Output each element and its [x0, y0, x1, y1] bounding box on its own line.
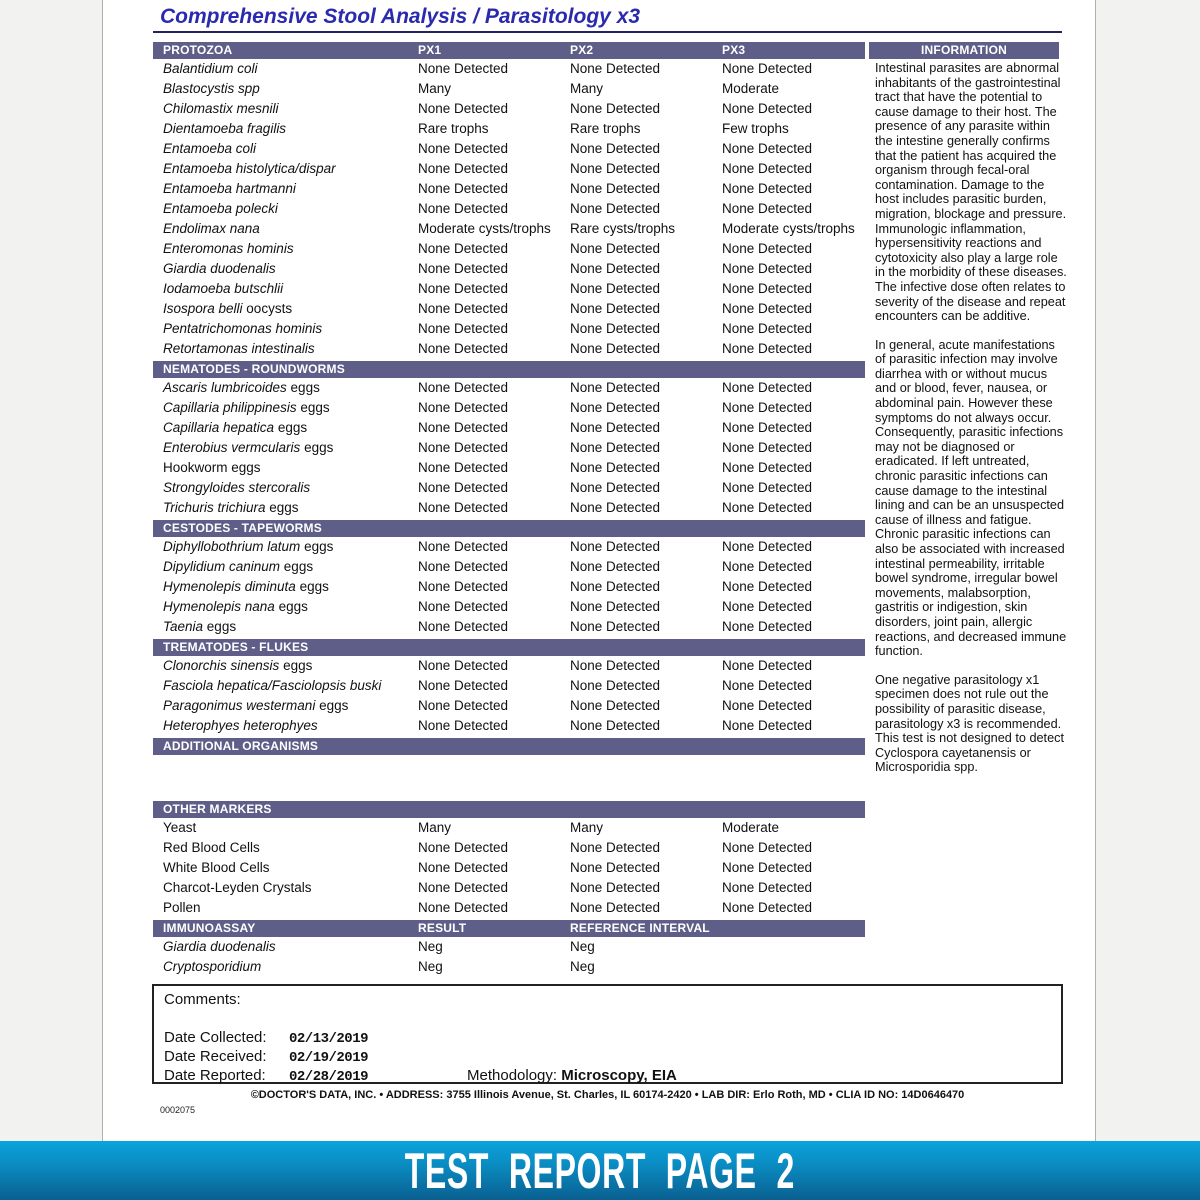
- result-value: None Detected: [722, 241, 813, 256]
- result-value: None Detected: [722, 579, 813, 594]
- result-value: None Detected: [722, 281, 813, 296]
- result-value: None Detected: [570, 440, 661, 455]
- result-value: None Detected: [722, 718, 813, 733]
- section-header-additional-organisms: [153, 738, 865, 755]
- table-row: [153, 838, 865, 858]
- result-value: None Detected: [722, 619, 813, 634]
- result-value: Moderate cysts/trophs: [418, 221, 551, 236]
- result-value: None Detected: [570, 61, 661, 76]
- organism-name: Charcot-Leyden Crystals: [163, 880, 312, 895]
- result-value: None Detected: [570, 281, 661, 296]
- result-value: None Detected: [570, 181, 661, 196]
- banner-text: TEST REPORT PAGE 2: [404, 1142, 796, 1199]
- result-value: None Detected: [570, 261, 661, 276]
- section-header-trematodes-flukes: [153, 639, 865, 656]
- organism-name: Pollen: [163, 900, 201, 915]
- result-value: None Detected: [418, 500, 509, 515]
- information-panel: [875, 61, 1067, 789]
- table-row: [153, 937, 865, 957]
- organism-name: Entamoeba hartmanni: [163, 181, 296, 196]
- table-row: [153, 458, 865, 478]
- result-value: None Detected: [570, 840, 661, 855]
- section-header-protozoa: [153, 42, 865, 59]
- result-value: None Detected: [570, 579, 661, 594]
- organism-name: Balantidium coli: [163, 61, 258, 76]
- result-value: Rare trophs: [418, 121, 489, 136]
- organism-name: Hymenolepis diminuta eggs: [163, 579, 329, 594]
- table-row: [153, 858, 865, 878]
- result-value: None Detected: [570, 698, 661, 713]
- table-row: [153, 498, 865, 518]
- result-value: None Detected: [722, 101, 813, 116]
- result-value: Many: [418, 820, 452, 835]
- section-title: IMMUNOASSAY: [163, 921, 256, 935]
- section-title: ADDITIONAL ORGANISMS: [163, 739, 319, 753]
- result-value: None Detected: [418, 261, 509, 276]
- result-value: None Detected: [722, 161, 813, 176]
- result-value: None Detected: [722, 400, 813, 415]
- result-value: None Detected: [570, 718, 661, 733]
- section-header-immunoassay: [153, 920, 865, 937]
- section-header-other-markers: [153, 801, 865, 818]
- result-value: None Detected: [570, 539, 661, 554]
- table-row: [153, 99, 865, 119]
- result-value: None Detected: [570, 599, 661, 614]
- result-value: None Detected: [570, 460, 661, 475]
- date-received-line: [164, 1047, 368, 1066]
- result-value: None Detected: [570, 321, 661, 336]
- result-value: Moderate cysts/trophs: [722, 221, 855, 236]
- result-value: None Detected: [570, 619, 661, 634]
- result-value: Many: [418, 81, 452, 96]
- organism-name: Fasciola hepatica/Fasciolopsis buski: [163, 678, 382, 693]
- methodology-value: Microscopy, EIA: [561, 1067, 677, 1084]
- table-row: [153, 299, 865, 319]
- result-value: None Detected: [570, 420, 661, 435]
- organism-name: Hookworm eggs: [163, 460, 261, 475]
- result-value: None Detected: [722, 599, 813, 614]
- result-value: None Detected: [570, 101, 661, 116]
- result-value: None Detected: [570, 341, 661, 356]
- result-value: None Detected: [570, 500, 661, 515]
- result-value: None Detected: [722, 880, 813, 895]
- result-value: None Detected: [570, 301, 661, 316]
- result-value: None Detected: [570, 559, 661, 574]
- result-value: None Detected: [722, 61, 813, 76]
- result-value: None Detected: [418, 480, 509, 495]
- column-header: PX2: [570, 43, 594, 57]
- result-value: None Detected: [722, 341, 813, 356]
- result-value: Many: [570, 81, 604, 96]
- organism-name: Blastocystis spp: [163, 81, 260, 96]
- organism-name: Taenia eggs: [163, 619, 237, 634]
- table-row: [153, 219, 865, 239]
- result-value: None Detected: [722, 201, 813, 216]
- table-row: [153, 159, 865, 179]
- result-value: None Detected: [418, 698, 509, 713]
- table-row: [153, 537, 865, 557]
- result-value: None Detected: [418, 460, 509, 475]
- table-row: [153, 716, 865, 736]
- organism-name: Giardia duodenalis: [163, 261, 276, 276]
- table-row: [153, 378, 865, 398]
- result-value: None Detected: [722, 440, 813, 455]
- date-received-label: Date Received:: [164, 1048, 267, 1065]
- result-value: None Detected: [418, 599, 509, 614]
- result-value: Moderate: [722, 81, 780, 96]
- result-value: None Detected: [418, 420, 509, 435]
- test-report-banner: [0, 1141, 1200, 1200]
- result-value: None Detected: [418, 341, 509, 356]
- result-value: None Detected: [418, 201, 509, 216]
- result-value: None Detected: [722, 420, 813, 435]
- organism-name: Pentatrichomonas hominis: [163, 321, 323, 336]
- date-reported-label: Date Reported:: [164, 1067, 266, 1084]
- organism-name: Endolimax nana: [163, 221, 260, 236]
- result-value: Neg: [570, 939, 595, 954]
- section-title: CESTODES - TAPEWORMS: [163, 521, 322, 535]
- organism-name: Capillaria hepatica eggs: [163, 420, 308, 435]
- organism-name: Giardia duodenalis: [163, 939, 276, 954]
- result-value: None Detected: [418, 539, 509, 554]
- page-title: Comprehensive Stool Analysis / Parasitology x3: [160, 5, 641, 28]
- table-row: [153, 577, 865, 597]
- table-row: [153, 676, 865, 696]
- table-row: [153, 617, 865, 637]
- table-row: [153, 79, 865, 99]
- section-title: TREMATODES - FLUKES: [163, 640, 309, 654]
- result-value: None Detected: [418, 400, 509, 415]
- result-value: None Detected: [570, 658, 661, 673]
- result-value: None Detected: [722, 301, 813, 316]
- result-value: None Detected: [418, 718, 509, 733]
- table-row: [153, 119, 865, 139]
- organism-name: Heterophyes heterophyes: [163, 718, 318, 733]
- result-value: None Detected: [418, 181, 509, 196]
- table-row: [153, 878, 865, 898]
- organism-name: Iodamoeba butschlii: [163, 281, 284, 296]
- result-value: None Detected: [570, 380, 661, 395]
- organism-name: Hymenolepis nana eggs: [163, 599, 308, 614]
- table-row: [153, 656, 865, 676]
- result-value: None Detected: [418, 579, 509, 594]
- column-header: PX1: [418, 43, 442, 57]
- result-value: None Detected: [418, 321, 509, 336]
- organism-name: Entamoeba histolytica/dispar: [163, 161, 336, 176]
- result-value: Rare trophs: [570, 121, 641, 136]
- result-value: None Detected: [418, 61, 509, 76]
- table-row: [153, 398, 865, 418]
- organism-name: Diphyllobothrium latum eggs: [163, 539, 334, 554]
- organism-name: Enterobius vermcularis eggs: [163, 440, 334, 455]
- empty-section-space: [153, 755, 865, 799]
- section-title: PROTOZOA: [163, 43, 233, 57]
- result-value: Many: [570, 820, 604, 835]
- result-value: None Detected: [418, 840, 509, 855]
- result-value: None Detected: [570, 141, 661, 156]
- date-reported-value: 02/28/2019: [289, 1069, 369, 1085]
- table-row: [153, 259, 865, 279]
- result-value: None Detected: [570, 678, 661, 693]
- result-value: None Detected: [722, 380, 813, 395]
- result-value: None Detected: [570, 201, 661, 216]
- column-header: REFERENCE INTERVAL: [570, 921, 710, 935]
- result-value: None Detected: [722, 658, 813, 673]
- result-value: None Detected: [418, 678, 509, 693]
- table-row: [153, 957, 865, 977]
- organism-name: Strongyloides stercoralis: [163, 480, 311, 495]
- result-value: None Detected: [418, 141, 509, 156]
- table-row: [153, 597, 865, 617]
- organism-name: Entamoeba polecki: [163, 201, 278, 216]
- table-row: [153, 898, 865, 918]
- result-value: None Detected: [418, 101, 509, 116]
- result-value: None Detected: [418, 900, 509, 915]
- information-paragraph: Intestinal parasites are abnormal inhabitants of the gastrointestinal tract that have the potential to cause damage to their host. The presence of any parasite within the intestine generally confirms that the patient has acquired the organism through fecal-oral contamination. Damage to the host includes parasitic burden, migration, blockage and pressure. Immunologic inflammation, hypersensitivity reactions and cytotoxicity also play a large role in the morbidity of these diseases. The infective dose often relates to severity of the disease and repeat encounters can be additive.: [875, 61, 1067, 324]
- result-value: None Detected: [570, 161, 661, 176]
- column-header: RESULT: [418, 921, 467, 935]
- result-value: Moderate: [722, 820, 780, 835]
- organism-name: Dipylidium caninum eggs: [163, 559, 314, 574]
- comments-box: [152, 984, 1063, 1084]
- organism-name: Retortamonas intestinalis: [163, 341, 315, 356]
- table-row: [153, 279, 865, 299]
- result-value: None Detected: [418, 658, 509, 673]
- organism-name: Enteromonas hominis: [163, 241, 294, 256]
- table-row: [153, 696, 865, 716]
- date-received-value: 02/19/2019: [289, 1050, 369, 1066]
- table-row: [153, 239, 865, 259]
- section-title: OTHER MARKERS: [163, 802, 272, 816]
- result-value: Rare cysts/trophs: [570, 221, 676, 236]
- methodology-line: [467, 1066, 677, 1085]
- table-row: [153, 557, 865, 577]
- table-row: [153, 438, 865, 458]
- result-value: None Detected: [722, 261, 813, 276]
- results-table: [153, 42, 865, 977]
- organism-name: White Blood Cells: [163, 860, 270, 875]
- result-value: None Detected: [418, 281, 509, 296]
- result-value: None Detected: [722, 678, 813, 693]
- table-row: [153, 139, 865, 159]
- result-value: None Detected: [722, 500, 813, 515]
- table-row: [153, 339, 865, 359]
- organism-name: Red Blood Cells: [163, 840, 260, 855]
- organism-name: Yeast: [163, 820, 197, 835]
- organism-name: Isospora belli oocysts: [163, 301, 293, 316]
- result-value: None Detected: [722, 181, 813, 196]
- result-value: None Detected: [418, 619, 509, 634]
- comments-label: Comments:: [164, 991, 241, 1008]
- result-value: None Detected: [418, 559, 509, 574]
- result-value: None Detected: [722, 539, 813, 554]
- result-value: Neg: [570, 959, 595, 974]
- table-row: [153, 418, 865, 438]
- result-value: None Detected: [418, 380, 509, 395]
- result-value: None Detected: [418, 241, 509, 256]
- result-value: None Detected: [722, 860, 813, 875]
- result-value: None Detected: [570, 900, 661, 915]
- date-collected-label: Date Collected:: [164, 1029, 267, 1046]
- result-value: None Detected: [722, 900, 813, 915]
- table-row: [153, 59, 865, 79]
- table-row: [153, 478, 865, 498]
- result-value: Few trophs: [722, 121, 789, 136]
- result-value: None Detected: [418, 161, 509, 176]
- organism-name: Capillaria philippinesis eggs: [163, 400, 330, 415]
- title-underline: [153, 31, 1062, 33]
- result-value: None Detected: [418, 860, 509, 875]
- result-value: None Detected: [570, 880, 661, 895]
- date-reported-line: [164, 1066, 368, 1085]
- result-value: None Detected: [722, 141, 813, 156]
- table-row: [153, 818, 865, 838]
- information-header-label: INFORMATION: [921, 43, 1007, 57]
- result-value: None Detected: [722, 321, 813, 336]
- result-value: None Detected: [722, 480, 813, 495]
- result-value: None Detected: [570, 400, 661, 415]
- section-header-cestodes-tapeworms: [153, 520, 865, 537]
- organism-name: Entamoeba coli: [163, 141, 257, 156]
- organism-name: Dientamoeba fragilis: [163, 121, 287, 136]
- result-value: None Detected: [418, 301, 509, 316]
- organism-name: Trichuris trichiura eggs: [163, 500, 299, 515]
- date-collected-value: 02/13/2019: [289, 1031, 369, 1047]
- organism-name: Chilomastix mesnili: [163, 101, 279, 116]
- report-page: [102, 0, 1096, 1141]
- result-value: None Detected: [722, 559, 813, 574]
- result-value: None Detected: [570, 860, 661, 875]
- result-value: None Detected: [570, 241, 661, 256]
- result-value: None Detected: [722, 698, 813, 713]
- information-paragraph: In general, acute manifestations of parasitic infection may involve diarrhea with or without mucus and or blood, fever, nausea, or abdominal pain. However these symptoms do not always occur. Consequently, parasitic infections may not be diagnosed or eradicated. If left untreated, chronic parasitic infections can cause damage to the intestinal lining and can be an unsuspected cause of illness and fatigue. Chronic parasitic infections can also be associated with increased intestinal permeability, irritable bowel syndrome, irregular bowel movements, malabsorption, gastritis or indigestion, skin disorders, joint pain, allergic reactions, and decreased immune function.: [875, 337, 1067, 659]
- section-title: NEMATODES - ROUNDWORMS: [163, 362, 345, 376]
- organism-name: Cryptosporidium: [163, 959, 262, 974]
- result-value: None Detected: [722, 460, 813, 475]
- result-value: Neg: [418, 959, 443, 974]
- section-header-nematodes-roundworms: [153, 361, 865, 378]
- organism-name: Ascaris lumbricoides eggs: [163, 380, 320, 395]
- table-row: [153, 319, 865, 339]
- methodology-label: Methodology:: [467, 1067, 558, 1084]
- organism-name: Paragonimus westermani eggs: [163, 698, 349, 713]
- result-value: None Detected: [570, 480, 661, 495]
- table-row: [153, 199, 865, 219]
- result-value: Neg: [418, 939, 443, 954]
- information-paragraph: One negative parasitology x1 specimen does not rule out the possibility of parasitic disease, parasitology x3 is recommended. This test is not designed to detect Cyclospora cayetanensis or Microsporidia spp.: [875, 672, 1065, 775]
- result-value: None Detected: [418, 880, 509, 895]
- lab-address-footer: ©DOCTOR'S DATA, INC. • ADDRESS: 3755 Illinois Avenue, St. Charles, IL 60174-2420 • LAB DIR: Erlo Roth, MD • CLIA ID NO: 14D0646470: [250, 1089, 965, 1101]
- organism-name: Clonorchis sinensis eggs: [163, 658, 313, 673]
- date-collected-line: [164, 1028, 368, 1047]
- result-value: None Detected: [722, 840, 813, 855]
- information-header: [869, 42, 1059, 59]
- result-value: None Detected: [418, 440, 509, 455]
- column-header: PX3: [722, 43, 746, 57]
- document-number: 0002075: [160, 1105, 196, 1115]
- table-row: [153, 179, 865, 199]
